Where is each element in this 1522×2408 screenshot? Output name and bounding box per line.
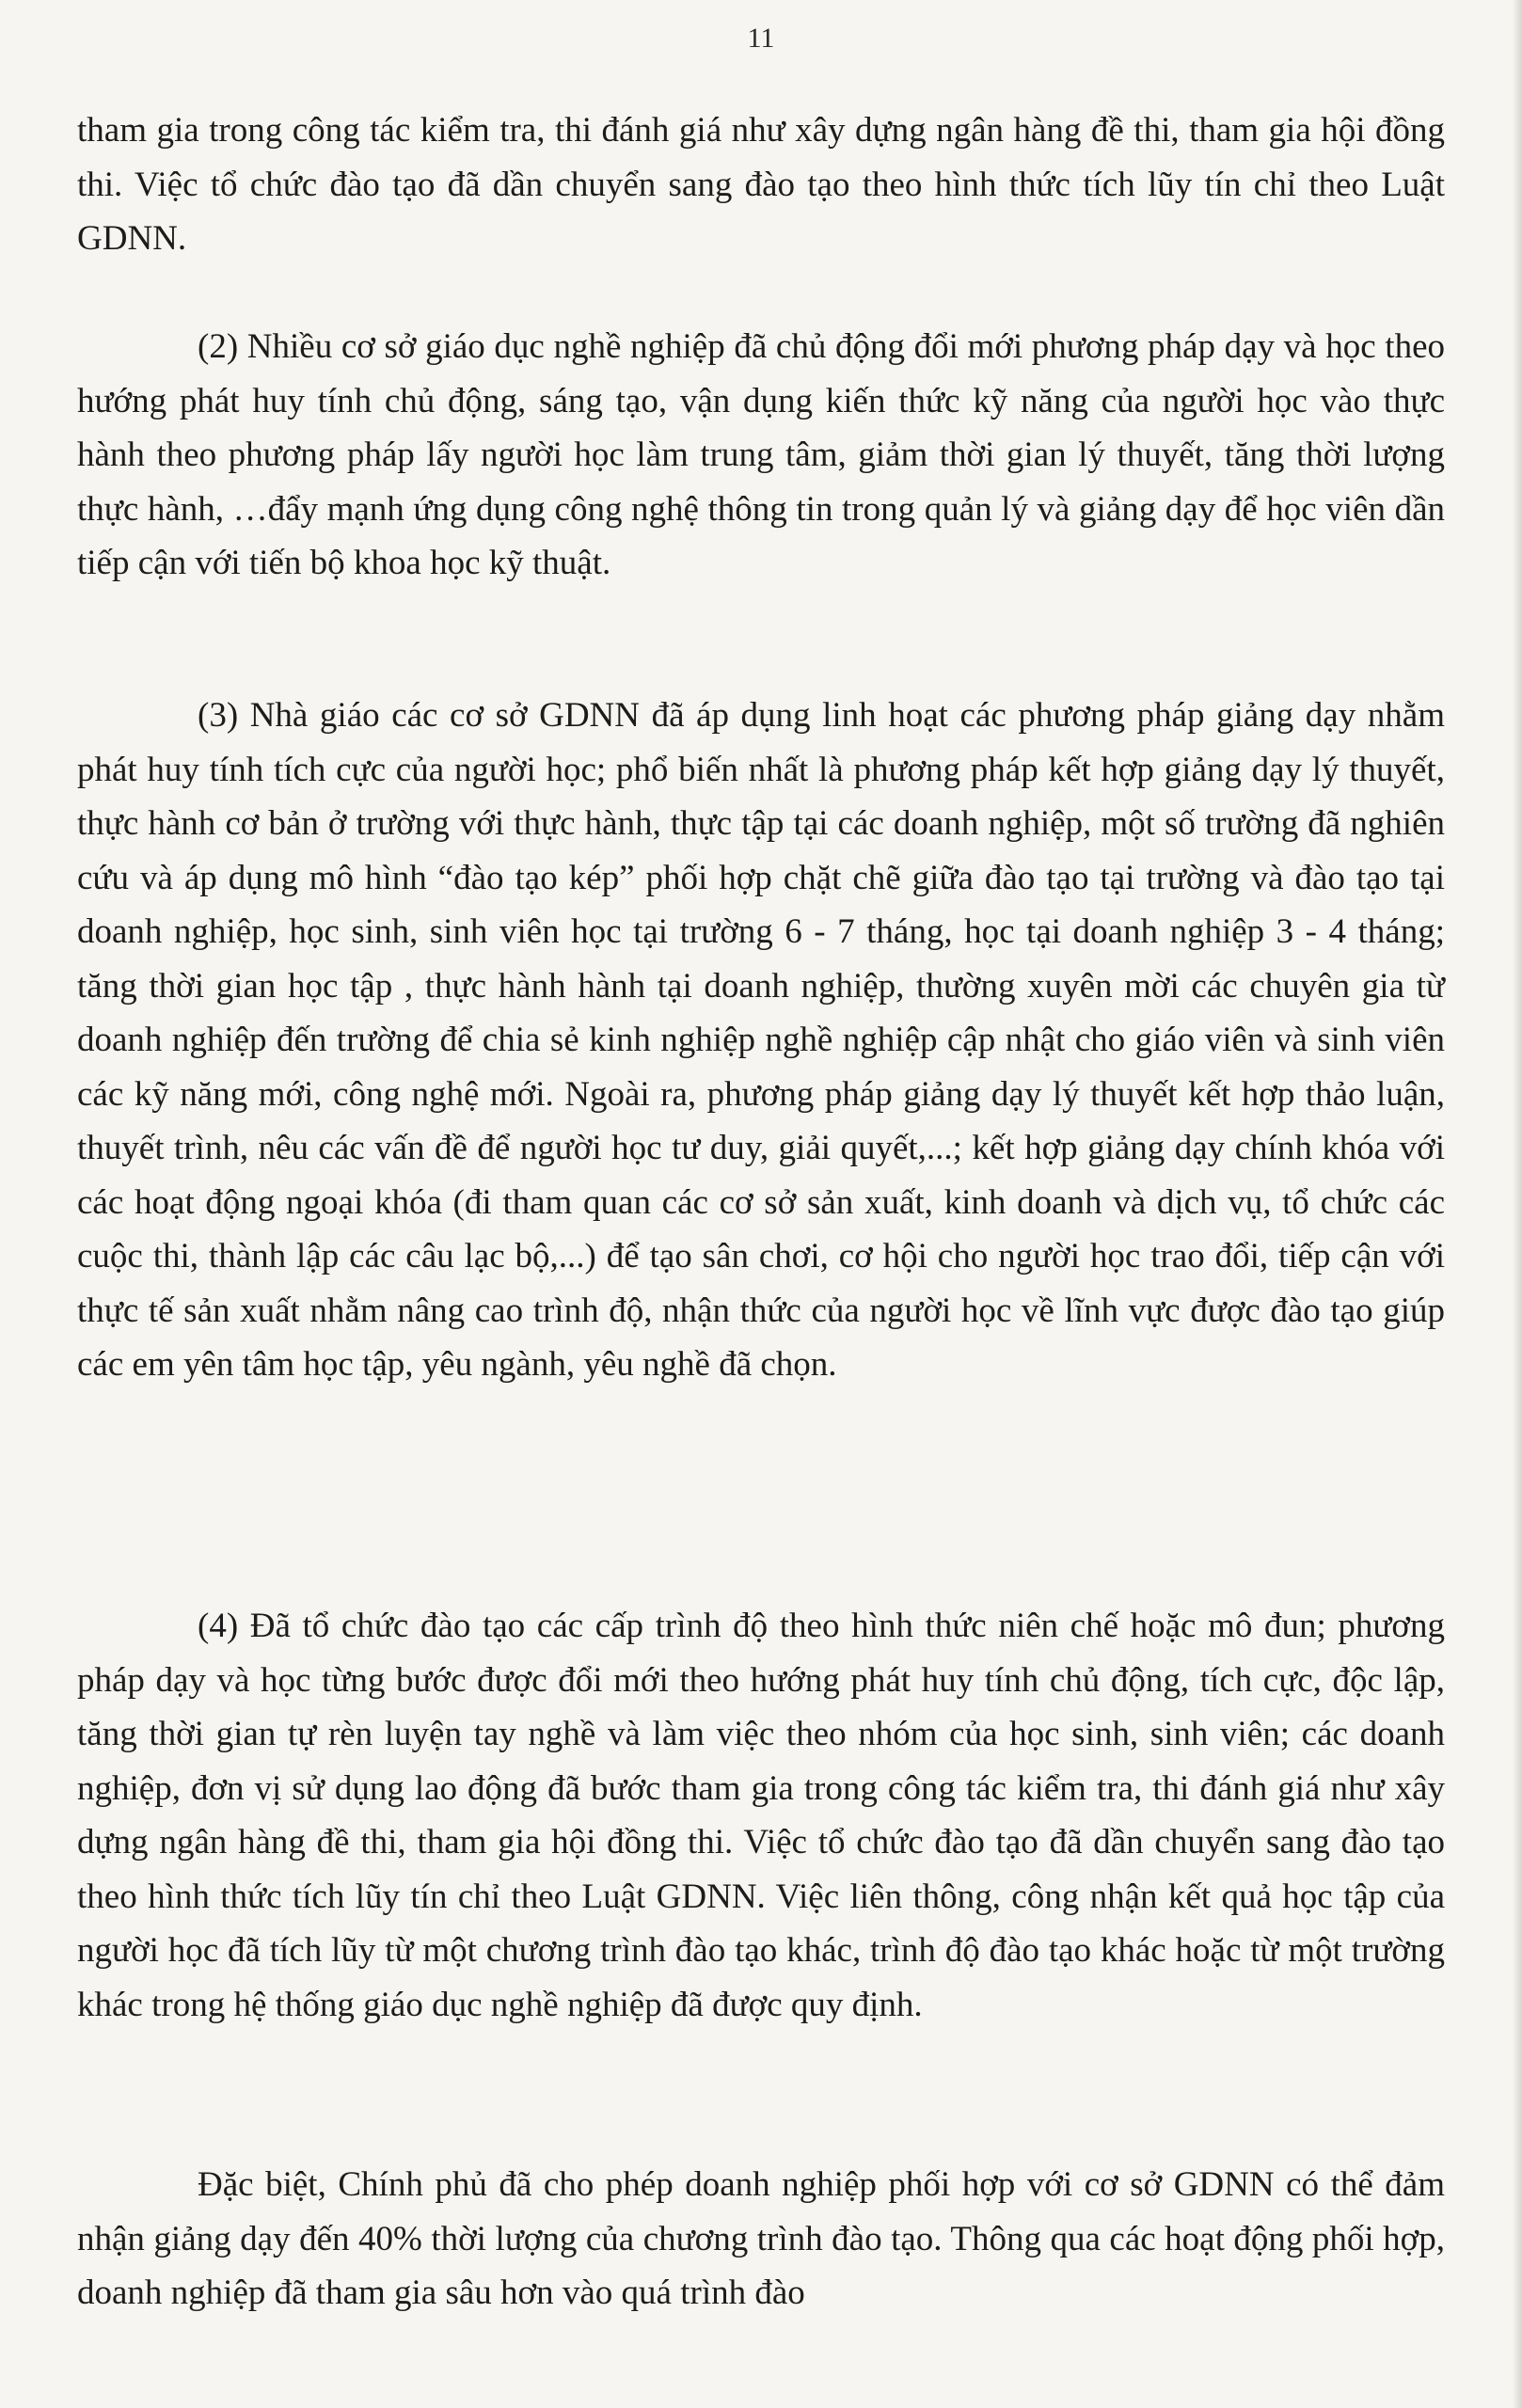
paragraph-2: (2) Nhiều cơ sở giáo dục nghề nghiệp đã chủ động đổi mới phương pháp dạy và học theo hướng phát huy tính chủ động, sáng tạo, vận dụng kiến thức kỹ năng của người học vào thực hành theo phương pháp lấy người học làm trung tâm, giảm thời gian lý thuyết, tăng thời lượng thực hành, …đẩy mạnh ứng dụng công nghệ thông tin trong quản lý và giảng dạy để học viên dần tiếp cận với tiến bộ khoa học kỹ thuật. xyxy=(77,327,1445,582)
paragraph-continuation: tham gia trong công tác kiểm tra, thi đánh giá như xây dựng ngân hàng đề thi, tham gia hội đồng thi. Việc tổ chức đào tạo đã dần chuyển sang đào tạo theo hình thức tích lũy tín chỉ theo Luật GDNN. xyxy=(77,111,1445,258)
page-edge-shadow xyxy=(1513,0,1522,2408)
paragraph-3: (3) Nhà giáo các cơ sở GDNN đã áp dụng linh hoạt các phương pháp giảng dạy nhằm phát huy tính tích cực của người học; phổ biến nhất là phương pháp kết hợp giảng dạy lý thuyết, thực hành cơ bản ở trường với thực hành, thực tập tại các doanh nghiệp, một số trường đã nghiên cứu và áp dụng mô hình “đào tạo kép” phối hợp chặt chẽ giữa đào tạo tại trường và đào tạo tại doanh nghiệp, học sinh, sinh viên học tại trường 6 - 7 tháng, học tại doanh nghiệp 3 - 4 tháng; tăng thời gian học tập , thực hành hành tại doanh nghiệp, thường xuyên mời các chuyên gia từ doanh nghiệp đến trường để chia sẻ kinh nghiệp nghề nghiệp cập nhật cho giáo viên và sinh viên các kỹ năng mới, công nghệ mới. Ngoài ra, phương pháp giảng dạy lý thuyết kết hợp thảo luận, thuyết trình, nêu các vấn đề để người học tư duy, giải quyết,...; kết hợp giảng dạy chính khóa với các hoạt động ngoại khóa (đi tham quan các cơ sở sản xuất, kinh doanh và dịch vụ, tổ chức các cuộc thi, thành lập các câu lạc bộ,...) để tạo sân chơi, cơ hội cho người học trao đổi, tiếp cận với thực tế sản xuất nhằm nâng cao trình độ, nhận thức của người học về lĩnh vực được đào tạo giúp các em yên tâm học tập, yêu ngành, yêu nghề đã chọn. xyxy=(77,696,1445,1384)
paragraph-5: Đặc biệt, Chính phủ đã cho phép doanh nghiệp phối hợp với cơ sở GDNN có thể đảm nhận giảng dạy đến 40% thời lượng của chương trình đào tạo. Thông qua các hoạt động phối hợp, doanh nghiệp đã tham gia sâu hơn vào quá trình đào xyxy=(77,2165,1445,2312)
paragraph-4: (4) Đã tổ chức đào tạo các cấp trình độ theo hình thức niên chế hoặc mô đun; phương pháp dạy và học từng bước được đổi mới theo hướng phát huy tính chủ động, tích cực, độc lập, tăng thời gian tự rèn luyện tay nghề và làm việc theo nhóm của học sinh, sinh viên; các doanh nghiệp, đơn vị sử dụng lao động đã bước tham gia trong công tác kiểm tra, thi đánh giá như xây dựng ngân hàng đề thi, tham gia hội đồng thi. Việc tổ chức đào tạo đã dần chuyển sang đào tạo theo hình thức tích lũy tín chỉ theo Luật GDNN. Việc liên thông, công nhận kết quả học tập của người học đã tích lũy từ một chương trình đào tạo khác, trình độ đào tạo khác hoặc từ một trường khác trong hệ thống giáo dục nghề nghiệp đã được quy định. xyxy=(77,1607,1445,2024)
page-number: 11 xyxy=(747,23,775,54)
